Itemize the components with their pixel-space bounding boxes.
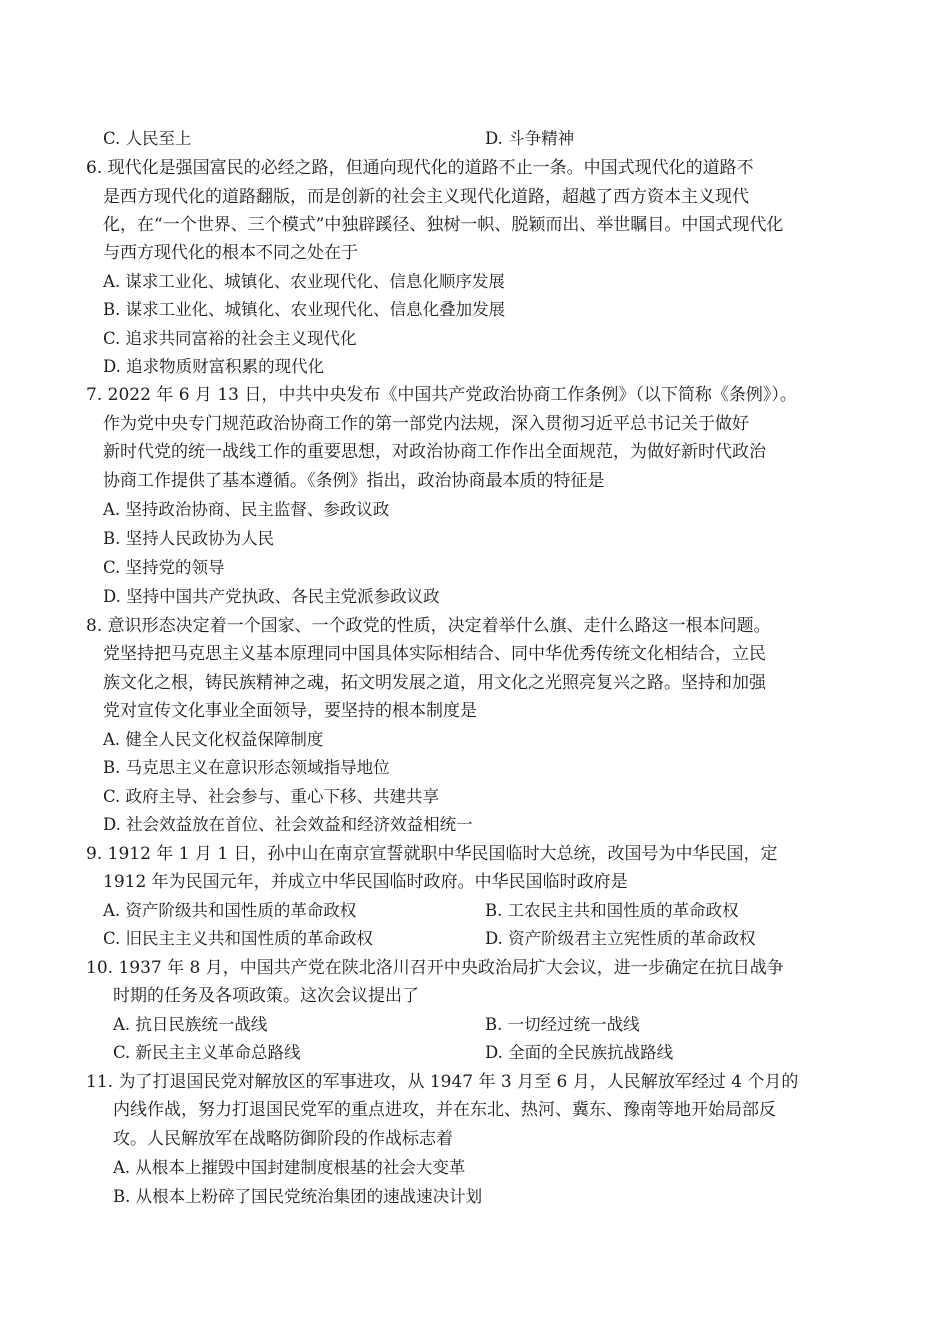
q7-stem-line-2: 作为党中央专门规范政治协商工作的第一部党内法规，深入贯彻习近平总书记关于做好 <box>103 414 749 434</box>
q11-option-b: B. 从根本上粉碎了国民党统治集团的速战速决计划 <box>113 1187 483 1206</box>
q5-option-d: D. 斗争精神 <box>485 129 575 148</box>
q7-stem-line-1: 7. 2022 年 6 月 13 日，中共中央发布《中国共产党政治协商工作条例》（以下简称《条例》）。 <box>86 385 797 405</box>
q7-stem-line-4: 协商工作提供了基本遵循。《条例》指出，政治协商最本质的特征是 <box>103 471 605 491</box>
q8-option-d: D. 社会效益放在首位、社会效益和经济效益相统一 <box>103 815 473 834</box>
q8-stem-line-1: 8. 意识形态决定着一个国家、一个政党的性质，决定着举什么旗、走什么路这一根本问题。 <box>86 616 771 636</box>
q8-option-c: C. 政府主导、社会参与、重心下移、共建共享 <box>103 787 440 806</box>
q8-option-b: B. 马克思主义在意识形态领域指导地位 <box>103 758 390 777</box>
q9-option-a: A. 资产阶级共和国性质的革命政权 <box>103 901 357 920</box>
q11-option-a: A. 从根本上摧毁中国封建制度根基的社会大变革 <box>113 1158 466 1177</box>
q6-option-c: C. 追求共同富裕的社会主义现代化 <box>103 329 357 348</box>
q11-stem-line-2: 内线作战，努力打退国民党军的重点进攻，并在东北、热河、冀东、豫南等地开始局部反 <box>113 1100 776 1120</box>
q6-stem-line-2: 是西方现代化的道路翻版，而是创新的社会主义现代化道路，超越了西方资本主义现代 <box>103 187 749 207</box>
q10-stem-line-1: 10. 1937 年 8 月，中国共产党在陕北洛川召开中央政治局扩大会议，进一步确定在抗日战争 <box>86 958 784 978</box>
q6-option-b: B. 谋求工业化、城镇化、农业现代化、信息化叠加发展 <box>103 300 506 319</box>
q6-stem-line-1: 6. 现代化是强国富民的必经之路，但通向现代化的道路不止一条。中国式现代化的道路不 <box>86 158 754 178</box>
q6-option-d: D. 追求物质财富积累的现代化 <box>103 357 325 376</box>
q5-option-c: C. 人民至上 <box>103 129 192 148</box>
q10-option-a: A. 抗日民族统一战线 <box>113 1015 268 1034</box>
q8-stem-line-3: 族文化之根，铸民族精神之魂，拓文明发展之道，用文化之光照亮复兴之路。坚持和加强 <box>103 673 766 693</box>
q9-option-d: D. 资产阶级君主立宪性质的革命政权 <box>485 929 756 948</box>
q9-stem-line-1: 9. 1912 年 1 月 1 日，孙中山在南京宣誓就职中华民国临时大总统，改国号为中华民国，定 <box>86 844 778 864</box>
q7-option-d: D. 坚持中国共产党执政、各民主党派参政议政 <box>103 587 440 606</box>
q7-option-a: A. 坚持政治协商、民主监督、参政议政 <box>103 500 390 519</box>
q9-stem-line-2: 1912 年为民国元年，并成立中华民国临时政府。中华民国临时政府是 <box>103 872 628 892</box>
q10-stem-line-2: 时期的任务及各项政策。这次会议提出了 <box>113 986 419 1006</box>
q8-stem-line-4: 党对宣传文化事业全面领导，要坚持的根本制度是 <box>103 701 477 721</box>
q11-stem-line-3: 攻。人民解放军在战略防御阶段的作战标志着 <box>113 1129 453 1149</box>
q11-stem-line-1: 11. 为了打退国民党对解放区的军事进攻，从 1947 年 3 月至 6 月，人民解放军经过 4 个月的 <box>86 1072 799 1092</box>
q10-option-d: D. 全面的全民族抗战路线 <box>485 1043 674 1062</box>
q7-option-c: C. 坚持党的领导 <box>103 558 225 577</box>
q7-stem-line-3: 新时代党的统一战线工作的重要思想，对政治协商工作作出全面规范，为做好新时代政治 <box>103 442 766 462</box>
q9-option-b: B. 工农民主共和国性质的革命政权 <box>485 901 739 920</box>
q7-option-b: B. 坚持人民政协为人民 <box>103 529 275 548</box>
q9-option-c: C. 旧民主主义共和国性质的革命政权 <box>103 929 374 948</box>
q8-option-a: A. 健全人民文化权益保障制度 <box>103 730 324 749</box>
q6-option-a: A. 谋求工业化、城镇化、农业现代化、信息化顺序发展 <box>103 272 505 291</box>
q6-stem-line-3: 化，在“一个世界、三个模式”中独辟蹊径、独树一帜、脱颖而出、举世瞩目。中国式现代化 <box>103 215 784 235</box>
q8-stem-line-2: 党坚持把马克思主义基本原理同中国具体实际相结合、同中华优秀传统文化相结合，立民 <box>103 644 766 664</box>
q6-stem-line-4: 与西方现代化的根本不同之处在于 <box>103 243 358 263</box>
q10-option-b: B. 一切经过统一战线 <box>485 1015 640 1034</box>
q10-option-c: C. 新民主主义革命总路线 <box>113 1043 301 1062</box>
